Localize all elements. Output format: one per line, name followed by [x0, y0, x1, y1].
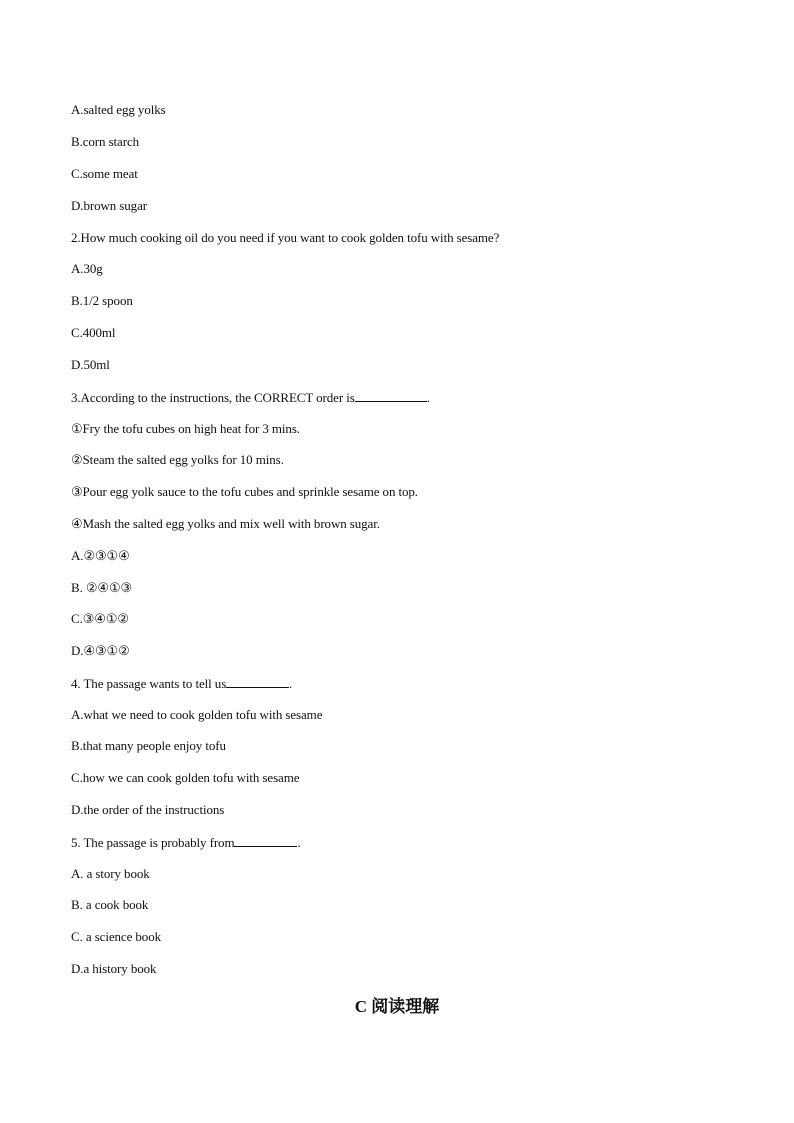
q1-option-c: C.some meat: [71, 166, 138, 181]
q2-option-c: C.400ml: [71, 325, 116, 340]
q3-stem-line: [71, 389, 430, 406]
q5-option-a: A. a story book: [71, 866, 150, 881]
q3-step-2: ②Steam the salted egg yolks for 10 mins.: [71, 452, 284, 467]
q3-answer-blank: [355, 389, 427, 402]
q2-option-b: B.1/2 spoon: [71, 293, 133, 308]
q5-stem-end: .: [297, 835, 301, 850]
q4-option-c: C.how we can cook golden tofu with sesame: [71, 770, 300, 785]
q5-option-b: B. a cook book: [71, 897, 149, 912]
q3-stem-end: .: [426, 390, 430, 405]
q1-option-d: D.brown sugar: [71, 198, 147, 213]
q3-step-1: ①Fry the tofu cubes on high heat for 3 mins.: [71, 421, 300, 436]
q3-step-4: ④Mash the salted egg yolks and mix well with brown sugar.: [71, 516, 380, 531]
q3-option-a: A.②③①④: [71, 548, 130, 563]
q4-option-b: B.that many people enjoy tofu: [71, 738, 226, 753]
q4-option-a: A.what we need to cook golden tofu with sesame: [71, 707, 323, 722]
q4-stem-end: .: [289, 676, 293, 691]
q5-option-c: C. a science book: [71, 929, 161, 944]
q4-stem-line: [71, 675, 292, 692]
q2-option-d: D.50ml: [71, 357, 110, 372]
q3-option-b: B. ②④①③: [71, 580, 133, 595]
q1-option-a: A.salted egg yolks: [71, 102, 166, 117]
q5-stem: 5. The passage is probably from: [71, 835, 235, 850]
q2-stem: 2.How much cooking oil do you need if you want to cook golden tofu with sesame?: [71, 230, 500, 245]
q4-option-d: D.the order of the instructions: [71, 802, 225, 817]
q3-step-3: ③Pour egg yolk sauce to the tofu cubes and sprinkle sesame on top.: [71, 484, 418, 499]
q2-option-a: A.30g: [71, 261, 103, 276]
q5-option-d: D.a history book: [71, 961, 157, 976]
q3-stem: 3.According to the instructions, the CORRECT order is: [71, 390, 355, 405]
q3-option-c: C.③④①②: [71, 611, 129, 626]
section-title: C 阅读理解: [354, 997, 440, 1016]
q4-answer-blank: [226, 675, 289, 688]
q3-option-d: D.④③①②: [71, 643, 130, 658]
q1-option-b: B.corn starch: [71, 134, 140, 149]
q5-answer-blank: [234, 834, 297, 847]
q4-stem: 4. The passage wants to tell us: [71, 676, 227, 691]
q5-stem-line: [71, 834, 301, 851]
